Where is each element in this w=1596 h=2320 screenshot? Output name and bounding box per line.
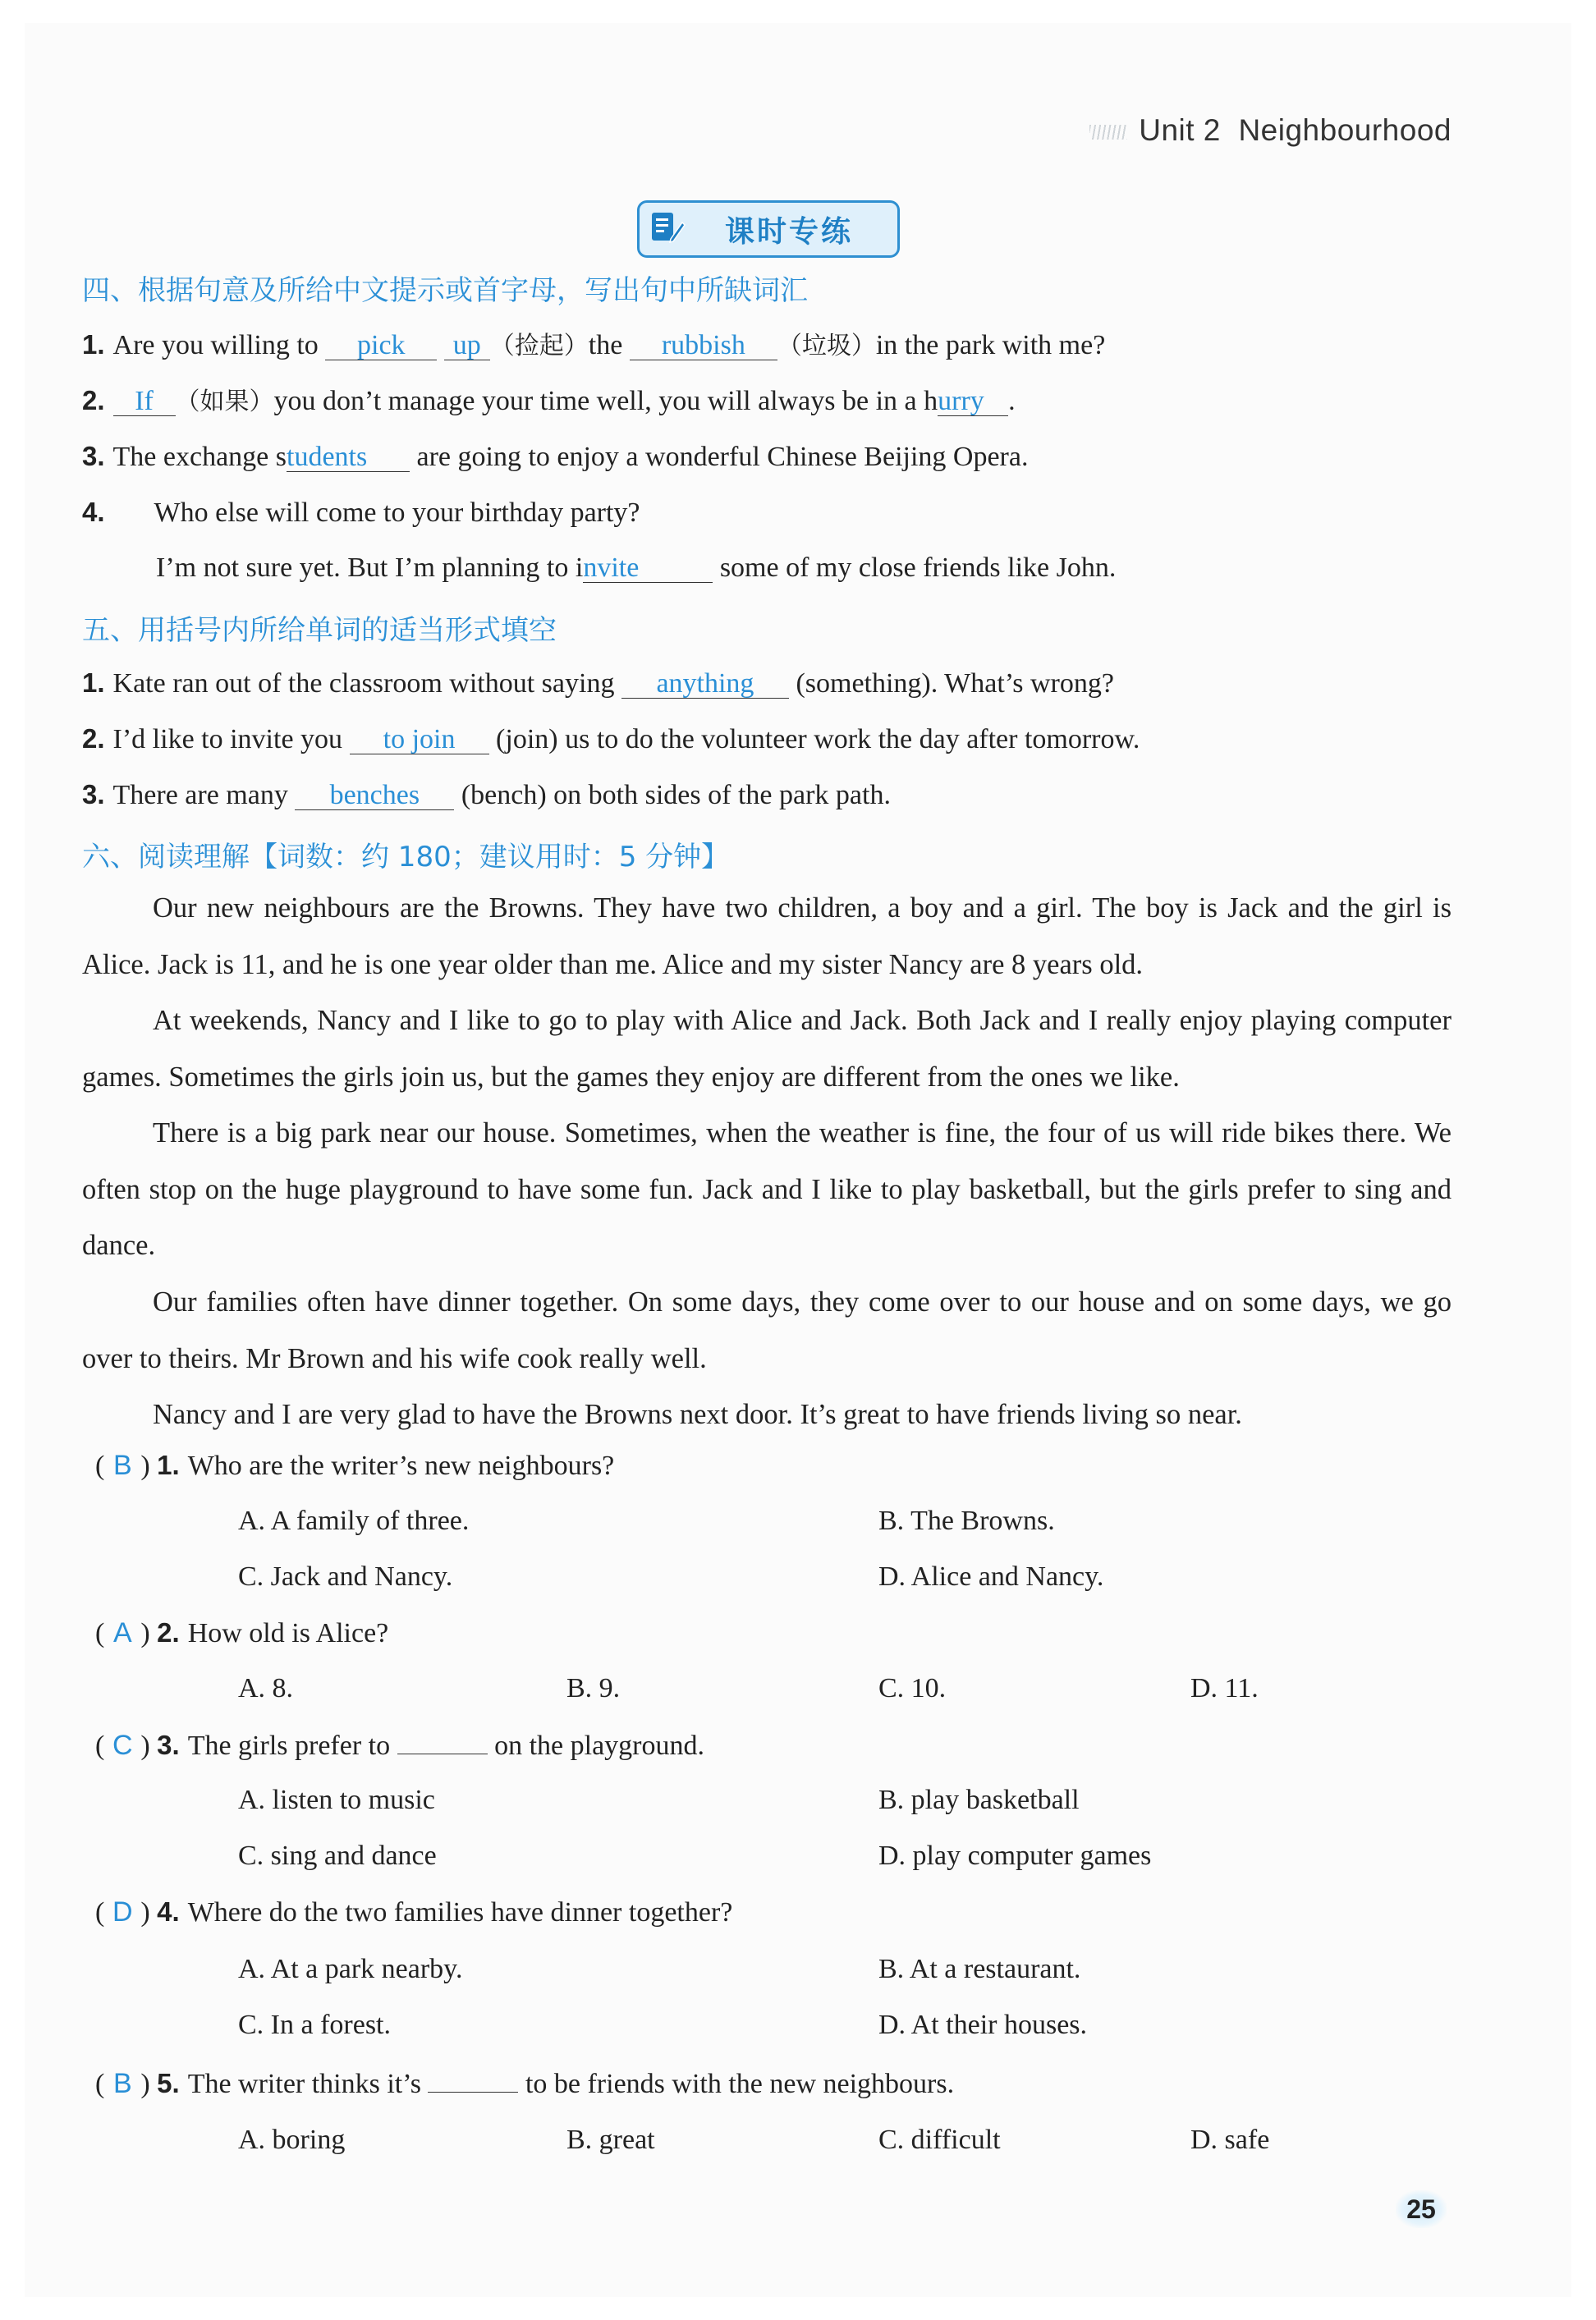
q5-option-b: B. great [566, 2125, 655, 2155]
q4-option-d: D. At their houses. [878, 2010, 1088, 2040]
s5-q2-text-b: (join) us to do the volunteer work the day after tomorrow. [496, 724, 1140, 754]
q3-option-d: D. play computer games [878, 1841, 1152, 1871]
s4-q2-answer-2: urry [938, 387, 1008, 416]
s4-q1-text-c: in the park with me? [875, 330, 1106, 360]
q1-close-paren: ) [140, 1451, 150, 1481]
q5-option-d: D. safe [1190, 2125, 1270, 2155]
passage-paragraph-4: Our families often have dinner together. On some days, they come over to our house and on some days, we go over to theirs. Mr Brown and his wife cook really well. [82, 1286, 1452, 1374]
s4-q3-text-b: are going to enjoy a wonderful Chinese Beijing Opera. [416, 442, 1029, 472]
question-4 [95, 1896, 732, 1928]
s4-q2-num: 2. [82, 385, 105, 415]
q5-num: 5. [157, 2068, 180, 2098]
s4-q1-answer-3: rubbish [630, 332, 777, 360]
s5-q2-answer: to join [350, 726, 489, 754]
s5-q1-text-a: Kate ran out of the classroom without saying [112, 668, 615, 699]
question-3 [95, 1729, 704, 1762]
q3-close-paren: ) [140, 1731, 150, 1761]
question-5 [95, 2067, 954, 2100]
s4-q4-text-b: I’m not sure yet. But I’m planning to i [156, 552, 584, 583]
s4-q4-line1 [82, 496, 640, 530]
q5-stem-b: to be friends with the new neighbours. [525, 2069, 955, 2099]
s4-q3 [82, 440, 1028, 474]
section4-heading: 四、根据句意及所给中文提示或首字母，写出句中所缺词汇 [82, 274, 808, 307]
s4-q4-text-c: some of my close friends like John. [719, 552, 1117, 583]
q1-option-d: D. Alice and Nancy. [878, 1561, 1104, 1592]
q5-stem-a: The writer thinks it’s [187, 2069, 421, 2099]
q4-option-a: A. At a park nearby. [238, 1954, 463, 1984]
q2-option-b: B. 9. [566, 1673, 621, 1703]
q3-stem-a: The girls prefer to [187, 1731, 391, 1761]
s4-q3-text-a: The exchange s [112, 442, 287, 472]
running-header [1089, 113, 1452, 148]
q4-stem: Where do the two families have dinner together? [187, 1897, 733, 1928]
q2-close-paren: ) [140, 1618, 150, 1648]
q5-close-paren: ) [140, 2069, 150, 2099]
s5-q3-answer: benches [295, 782, 454, 810]
q2-stem: How old is Alice? [187, 1618, 389, 1648]
s5-q2-text-a: I’d like to invite you [112, 724, 343, 754]
q3-answer: C [112, 1730, 133, 1761]
s5-q1-text-b: (something). What’s wrong? [796, 668, 1114, 699]
s4-q4-num: 4. [82, 497, 105, 527]
section6-heading: 六、阅读理解【词数：约 180；建议用时：5 分钟】 [82, 841, 730, 873]
q1-option-c: C. Jack and Nancy. [238, 1561, 453, 1592]
q3-stem-b: on the playground. [494, 1731, 704, 1761]
q1-option-a: A. A family of three. [238, 1506, 470, 1536]
s5-q1-answer: anything [621, 670, 789, 699]
s4-q1 [82, 328, 1105, 363]
s4-q2 [82, 384, 1016, 419]
page-number: 25 [1396, 2190, 1447, 2228]
s5-q2 [82, 722, 1140, 756]
passage-paragraph-1: Our new neighbours are the Browns. They have two children, a boy and a girl. The boy is Jack and the girl is Alice. Jack is 11, and he is one year older than me. Alice and my sister Nancy are 8 years old. [82, 892, 1452, 980]
s5-q2-num: 2. [82, 723, 105, 754]
q5-option-a: A. boring [238, 2125, 346, 2155]
s4-q2-end: . [1008, 386, 1016, 416]
q1-answer: B [112, 1450, 132, 1481]
unit-label: Unit 2 [1139, 113, 1221, 147]
q5-open-paren: ( [95, 2069, 105, 2099]
s4-q4-line2 [156, 552, 1116, 585]
q5-option-c: C. difficult [878, 2125, 1001, 2155]
q4-close-paren: ) [140, 1897, 150, 1928]
s5-q1 [82, 667, 1114, 700]
passage-paragraph-3: There is a big park near our house. Sometimes, when the weather is fine, the four of us will ride bikes there. We often stop on the huge playground to have some fun. Jack and I like to play basketball, but the girls prefer to sing and dance. [82, 1117, 1452, 1261]
decorative-stripes [1089, 125, 1127, 140]
q4-answer: D [112, 1896, 133, 1928]
q2-option-a: A. 8. [238, 1673, 294, 1703]
q1-open-paren: ( [95, 1451, 105, 1481]
s4-q4-text-a: Who else will come to your birthday party? [154, 497, 640, 528]
q4-num: 4. [157, 1896, 180, 1927]
q3-option-b: B. play basketball [878, 1785, 1080, 1815]
section-badge [637, 200, 900, 258]
q4-option-c: C. In a forest. [238, 2010, 392, 2040]
s4-q2-hint: （如果） [175, 387, 274, 416]
s4-q3-num: 3. [82, 441, 105, 471]
q2-option-d: D. 11. [1190, 1673, 1259, 1703]
s4-q2-text: you don’t manage your time well, you will always be in a h [273, 386, 938, 416]
section5-heading: 五、用括号内所给单词的适当形式填空 [82, 614, 557, 647]
s4-q1-num: 1. [82, 329, 105, 360]
q1-num: 1. [157, 1450, 180, 1480]
q1-stem: Who are the writer’s new neighbours? [187, 1451, 615, 1481]
q3-option-c: C. sing and dance [238, 1841, 437, 1871]
s5-q3 [82, 778, 891, 812]
s4-q4-answer: nvite [583, 554, 713, 583]
s4-q3-answer: tudents [287, 443, 410, 472]
passage-paragraph-2: At weekends, Nancy and I like to go to play with Alice and Jack. Both Jack and I really enjoy playing computer games. Sometimes the girls join us, but the games they enjoy are different from the ones we like. [82, 1005, 1452, 1093]
q4-option-b: B. At a restaurant. [878, 1954, 1081, 1984]
q5-answer: B [112, 2068, 132, 2099]
q2-option-c: C. 10. [878, 1673, 947, 1703]
q3-blank [397, 1729, 488, 1754]
badge-label: 课时专练 [724, 214, 853, 249]
q3-option-a: A. listen to music [238, 1785, 435, 1815]
s4-q1-answer-1: pick [325, 332, 437, 360]
q2-num: 2. [157, 1617, 180, 1648]
passage-paragraph-5: Nancy and I are very glad to have the Browns next door. It’s great to have friends living so near. [153, 1399, 1242, 1430]
q2-open-paren: ( [95, 1618, 105, 1648]
q3-open-paren: ( [95, 1731, 105, 1761]
question-2 [95, 1617, 388, 1649]
s4-q2-answer-1: If [113, 387, 176, 416]
s4-q1-answer-2: up [444, 332, 490, 360]
q3-num: 3. [157, 1730, 180, 1760]
s4-q1-hint-1: （捡起） [489, 332, 589, 360]
unit-title: Neighbourhood [1238, 113, 1452, 147]
s4-q1-text-b: the [588, 330, 623, 360]
question-1 [95, 1450, 614, 1482]
s5-q1-num: 1. [82, 667, 105, 698]
s5-q3-num: 3. [82, 779, 105, 809]
s5-q3-text-a: There are many [112, 780, 288, 810]
s4-q1-hint-2: （垃圾） [777, 332, 876, 360]
q4-open-paren: ( [95, 1897, 105, 1928]
s4-q1-text-a: Are you willing to [112, 330, 319, 360]
q5-blank [428, 2067, 518, 2093]
notebook-pen-icon [649, 209, 686, 245]
q1-option-b: B. The Browns. [878, 1506, 1055, 1536]
s5-q3-text-b: (bench) on both sides of the park path. [461, 780, 891, 810]
q2-answer: A [112, 1617, 132, 1648]
